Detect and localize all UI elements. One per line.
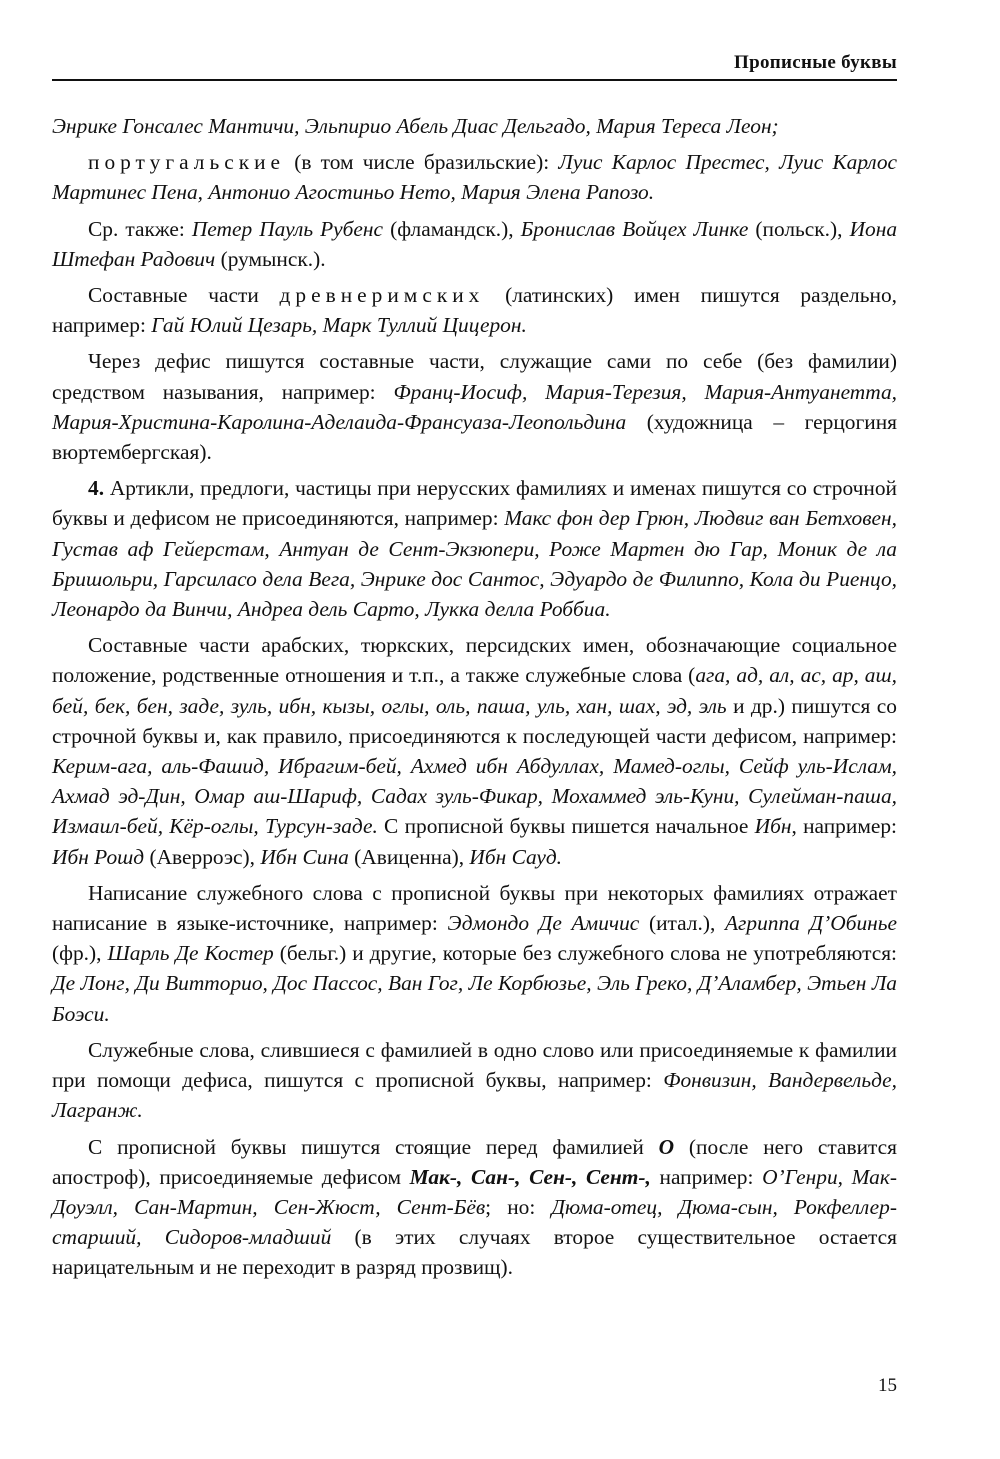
text-run: (в этих случаях второе существительное остается нарицательным и не переходит в разряд прозвищ). bbox=[52, 1225, 897, 1280]
name-example: Керим-ага, аль-Фашид, Ибрагим-бей, Ахмед ибн Абдуллах, Мамед-оглы, Сейф уль-Ислам, Ахмад эд-Дин, Омар аш-Шариф, Садах зуль-Фикар, Мохаммед эль-Куни, Сулейман-паша, Измаил-бей, Кёр-оглы, Турсун-заде. bbox=[52, 754, 897, 839]
text-run: (в том числе бразильские): bbox=[285, 150, 559, 175]
text-run: Составные части bbox=[88, 283, 280, 308]
name-example: Шарль Де Костер bbox=[107, 941, 274, 966]
name-example: Агриппа Д’Обинье bbox=[724, 911, 897, 936]
paragraph-1 bbox=[52, 111, 897, 141]
paragraph-4 bbox=[52, 280, 897, 340]
text-run: С прописной буквы пишутся стоящие перед фамилией bbox=[88, 1134, 659, 1159]
name-example: Ибн bbox=[754, 814, 792, 839]
name-example: Франц-Иосиф, Мария-Терезия, Мария-Антуанетта, Мария-Христина-Каролина-Аделаида-Франсуаза-Леопольдина bbox=[52, 379, 897, 434]
text-run: (художница – герцогиня вюртембергская). bbox=[52, 409, 897, 465]
text-run: ; но: bbox=[485, 1194, 552, 1219]
text-run: (польск.), bbox=[748, 216, 850, 241]
name-example: Фонвизин, Вандервельде, Лагранж. bbox=[52, 1068, 897, 1123]
rule-number: 4. bbox=[88, 476, 105, 501]
paragraph-3 bbox=[52, 214, 897, 274]
paragraph-5 bbox=[52, 346, 897, 467]
spaced-term: португальские bbox=[88, 150, 286, 175]
text-run: Ср. также: bbox=[88, 216, 192, 241]
portuguese-names: Луис Карлос Престес, Луис Карлос Мартинес Пена, Антонио Агостиньо Нето, Мария Элена Рапозо. bbox=[52, 150, 898, 205]
text-run: Служебные слова, слившиеся с фамилией в одно слово или присоединяемые к фамилии при помощи дефиса, пишутся с прописной буквы, например: bbox=[52, 1037, 897, 1093]
text-run: и др.) пишутся со строчной буквы и, как правило, присоединяются к последующей части дефисом, например: bbox=[52, 693, 897, 748]
text-run: (Авиценна), bbox=[348, 844, 470, 869]
spaced-term: древнеримских bbox=[279, 283, 485, 308]
text-run: Через дефис пишутся составные части, служащие сами по себе (без фамилии) средством называния, например: bbox=[52, 349, 897, 404]
name-example: Ибн Сина bbox=[260, 844, 349, 869]
name-example: Макс фон дер Грюн, Людвиг ван Бетховен, Густав аф Гейерстам, Антуан де Сент-Экзюпери, Роже Мартен дю Гар, Моник де ла Бришольри, Гарсиласо дела Вега, Энрике дос Сантос, Эдуардо де Филиппо, Кола ди Риенцо, Леонардо да Винчи, Андреа дель Сарто, Лукка делла Роббиа. bbox=[52, 506, 897, 622]
text-run: (бельг.) и другие, которые без служебного слова не употребляются: bbox=[273, 941, 897, 966]
name-example: Бронислав Войцех Линке bbox=[520, 216, 749, 241]
page-number: 15 bbox=[878, 1375, 897, 1396]
paragraph-8 bbox=[52, 878, 897, 1029]
name-example: Гай Юлий Цезарь, Марк Туллий Цицерон. bbox=[151, 313, 527, 338]
service-words: ага, ад, ал, ас, ар, аш, бей, бек, бен, заде, зуль, ибн, кызы, оглы, оль, паша, уль, хан, шах, эд, эль bbox=[52, 663, 897, 718]
text-run: Написание служебного слова с прописной буквы при некоторых фамилиях отражает написание в языке-источнике, например: bbox=[52, 880, 897, 936]
name-example: Де Лонг, Ди Витторио, Дос Пассос, Ван Гог, Ле Корбюзье, Эль Греко, Д’Аламбер, Этьен Ла Боэси. bbox=[52, 971, 897, 1026]
text-run: (фламандск.), bbox=[383, 216, 521, 241]
page-body bbox=[52, 111, 897, 1289]
text-run: (румынск.). bbox=[215, 246, 326, 271]
spanish-names: Энрике Гонсалес Мантичи, Эльпирио Абель Диас Дельгадо, Мария Тереса Леон; bbox=[52, 114, 779, 138]
prefix-example: О bbox=[658, 1134, 675, 1159]
text-run: (Аверроэс), bbox=[144, 844, 261, 869]
paragraph-9 bbox=[52, 1035, 897, 1126]
paragraph-10 bbox=[52, 1132, 897, 1283]
name-example: Ибн Сауд. bbox=[469, 844, 563, 869]
text-run: (фр.), bbox=[52, 941, 108, 966]
text-run: (итал.), bbox=[639, 911, 725, 936]
text-run: например: bbox=[650, 1164, 763, 1189]
text-run: Составные части арабских, тюркских, персидских имен, обозначающие социальное положение, родственные отношения и т.п., а также служебные слова ( bbox=[52, 633, 897, 688]
running-head: Прописные буквы bbox=[734, 52, 897, 73]
text-run: , например: bbox=[791, 814, 897, 839]
paragraph-6 bbox=[52, 473, 897, 624]
prefix-example: Мак-, Сан-, Сен-, Сент-, bbox=[409, 1164, 651, 1189]
name-example: Ибн Рошд bbox=[52, 844, 145, 869]
header-rule bbox=[52, 79, 897, 81]
paragraph-2 bbox=[52, 147, 897, 207]
text-run: Артикли, предлоги, частицы при нерусских фамилиях и именах пишутся со строчной буквы и дефисом не присоединяются, например: bbox=[52, 476, 897, 531]
text-run: (латинских) имен пишутся раздельно, например: bbox=[52, 283, 897, 338]
name-example: Петер Пауль Рубенс bbox=[191, 216, 384, 241]
name-example: Иона Штефан Радович bbox=[52, 216, 898, 271]
text-run: С прописной буквы пишется начальное bbox=[377, 814, 755, 839]
text-run: (после него ставится апостроф), присоединяемые дефисом bbox=[52, 1134, 897, 1189]
name-example: Дюма-отец, Дюма-сын, Рокфеллер-старший, Сидоров-младший bbox=[52, 1194, 897, 1250]
paragraph-7 bbox=[52, 630, 897, 872]
name-example: Эдмондо Де Амичис bbox=[447, 911, 640, 936]
name-example: О’Генри, Мак-Доуэлл, Сан-Мартин, Сен-Жюст, Сент-Бёв bbox=[52, 1164, 897, 1219]
